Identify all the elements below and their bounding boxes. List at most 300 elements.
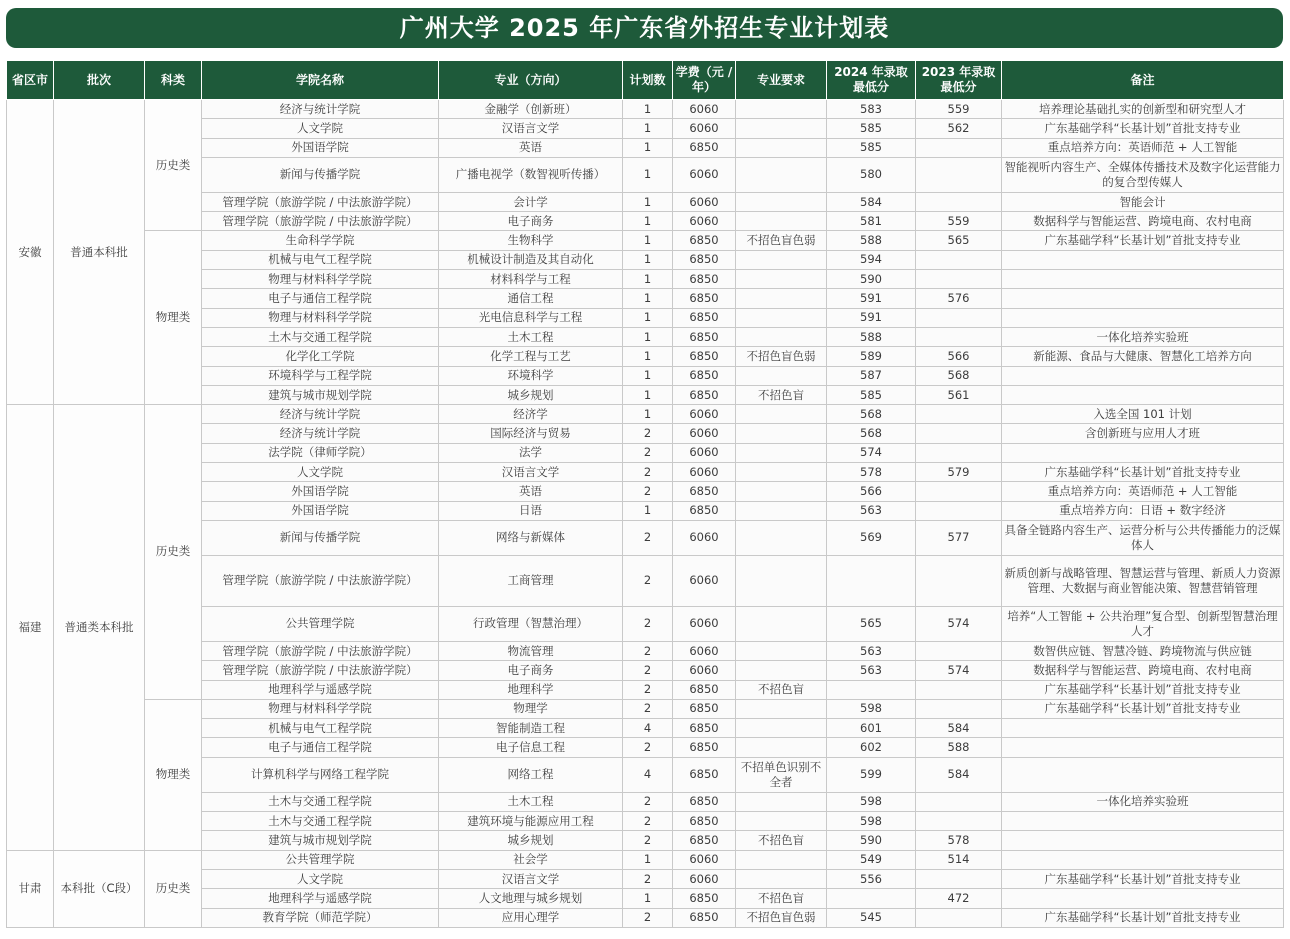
requirement-cell: [736, 366, 827, 385]
college-cell: 计算机科学与网络工程学院: [202, 757, 439, 792]
remarks-cell: 广东基础学科“长基计划”首批支持专业: [1002, 680, 1284, 699]
plan-count-cell: 2: [623, 520, 673, 555]
plan-count-cell: 1: [623, 501, 673, 520]
min-score-2024-cell: 574: [827, 443, 916, 462]
remarks-cell: [1002, 250, 1284, 269]
college-cell: 管理学院（旅游学院 / 中法旅游学院）: [202, 192, 439, 211]
requirement-cell: [736, 192, 827, 211]
min-score-2023-cell: 584: [916, 757, 1002, 792]
min-score-2023-cell: [916, 138, 1002, 157]
tuition-cell: 6060: [673, 212, 736, 231]
college-cell: 管理学院（旅游学院 / 中法旅游学院）: [202, 661, 439, 680]
plan-count-cell: 1: [623, 347, 673, 366]
major-cell: 土木工程: [439, 792, 623, 811]
min-score-2024-cell: 545: [827, 908, 916, 927]
major-cell: 物理学: [439, 699, 623, 718]
requirement-cell: [736, 482, 827, 501]
plan-count-cell: 2: [623, 812, 673, 831]
tuition-cell: 6060: [673, 850, 736, 869]
college-cell: 电子与通信工程学院: [202, 738, 439, 757]
min-score-2024-cell: 563: [827, 641, 916, 660]
plan-count-cell: 1: [623, 405, 673, 424]
min-score-2024-cell: 598: [827, 812, 916, 831]
college-cell: 机械与电气工程学院: [202, 719, 439, 738]
remarks-cell: [1002, 889, 1284, 908]
min-score-2023-cell: [916, 192, 1002, 211]
min-score-2023-cell: [916, 270, 1002, 289]
requirement-cell: [736, 641, 827, 660]
min-score-2023-cell: 574: [916, 606, 1002, 641]
plan-count-cell: 2: [623, 482, 673, 501]
college-cell: 生命科学学院: [202, 231, 439, 250]
remarks-cell: 数据科学与智能运营、跨境电商、农村电商: [1002, 212, 1284, 231]
remarks-cell: 广东基础学科“长基计划”首批支持专业: [1002, 869, 1284, 888]
min-score-2024-cell: [827, 889, 916, 908]
min-score-2024-cell: 588: [827, 231, 916, 250]
college-cell: 经济与统计学院: [202, 100, 439, 119]
major-cell: 生物科学: [439, 231, 623, 250]
plan-count-cell: 2: [623, 606, 673, 641]
plan-count-cell: 2: [623, 738, 673, 757]
major-cell: 日语: [439, 501, 623, 520]
remarks-cell: 数智供应链、智慧冷链、跨境物流与供应链: [1002, 641, 1284, 660]
min-score-2024-cell: 589: [827, 347, 916, 366]
college-cell: 建筑与城市规划学院: [202, 831, 439, 850]
requirement-cell: [736, 812, 827, 831]
major-cell: 通信工程: [439, 289, 623, 308]
college-cell: 建筑与城市规划学院: [202, 385, 439, 404]
min-score-2024-cell: 599: [827, 757, 916, 792]
tuition-cell: 6850: [673, 831, 736, 850]
min-score-2024-cell: 602: [827, 738, 916, 757]
requirement-cell: [736, 501, 827, 520]
college-cell: 物理与材料科学学院: [202, 270, 439, 289]
plan-count-cell: 2: [623, 831, 673, 850]
min-score-2023-cell: 584: [916, 719, 1002, 738]
min-score-2023-cell: [916, 482, 1002, 501]
header-college: 学院名称: [202, 61, 439, 100]
min-score-2023-cell: [916, 908, 1002, 927]
remarks-cell: [1002, 366, 1284, 385]
province-cell: 福建: [7, 405, 54, 850]
remarks-cell: [1002, 719, 1284, 738]
tuition-cell: 6060: [673, 100, 736, 119]
plan-count-cell: 1: [623, 119, 673, 138]
min-score-2024-cell: [827, 680, 916, 699]
plan-count-cell: 2: [623, 699, 673, 718]
requirement-cell: [736, 119, 827, 138]
tuition-cell: 6060: [673, 443, 736, 462]
plan-count-cell: 1: [623, 308, 673, 327]
min-score-2024-cell: 569: [827, 520, 916, 555]
category-cell: 历史类: [145, 405, 202, 700]
requirement-cell: 不招色盲: [736, 831, 827, 850]
remarks-cell: 重点培养方向：日语 + 数字经济: [1002, 501, 1284, 520]
major-cell: 化学工程与工艺: [439, 347, 623, 366]
plan-count-cell: 4: [623, 719, 673, 738]
table-row: [7, 405, 1284, 424]
remarks-cell: 培养“人工智能 + 公共治理”复合型、创新型智慧治理人才: [1002, 606, 1284, 641]
min-score-2023-cell: [916, 792, 1002, 811]
remarks-cell: [1002, 308, 1284, 327]
min-score-2024-cell: 584: [827, 192, 916, 211]
min-score-2023-cell: [916, 812, 1002, 831]
requirement-cell: [736, 100, 827, 119]
min-score-2023-cell: [916, 250, 1002, 269]
college-cell: 新闻与传播学院: [202, 157, 439, 192]
min-score-2023-cell: 574: [916, 661, 1002, 680]
college-cell: 新闻与传播学院: [202, 520, 439, 555]
table-row: [7, 699, 1284, 718]
remarks-cell: 数据科学与智能运营、跨境电商、农村电商: [1002, 661, 1284, 680]
min-score-2024-cell: 585: [827, 385, 916, 404]
header-tuition: 学费（元 / 年）: [673, 61, 736, 100]
tuition-cell: 6850: [673, 719, 736, 738]
tuition-cell: 6060: [673, 641, 736, 660]
min-score-2023-cell: [916, 308, 1002, 327]
plan-count-cell: 2: [623, 424, 673, 443]
min-score-2024-cell: 591: [827, 289, 916, 308]
college-cell: 公共管理学院: [202, 606, 439, 641]
tuition-cell: 6060: [673, 192, 736, 211]
tuition-cell: 6850: [673, 908, 736, 927]
min-score-2024-cell: 578: [827, 463, 916, 482]
tuition-cell: 6850: [673, 347, 736, 366]
min-score-2024-cell: 549: [827, 850, 916, 869]
tuition-cell: 6850: [673, 889, 736, 908]
plan-count-cell: 2: [623, 443, 673, 462]
requirement-cell: [736, 699, 827, 718]
college-cell: 经济与统计学院: [202, 405, 439, 424]
tuition-cell: 6850: [673, 250, 736, 269]
tuition-cell: 6850: [673, 699, 736, 718]
plan-count-cell: 1: [623, 385, 673, 404]
plan-count-cell: 2: [623, 641, 673, 660]
college-cell: 机械与电气工程学院: [202, 250, 439, 269]
batch-cell: 普通类本科批: [54, 405, 145, 850]
min-score-2024-cell: 585: [827, 119, 916, 138]
tuition-cell: 6060: [673, 119, 736, 138]
province-cell: 甘肃: [7, 850, 54, 927]
remarks-cell: 新质创新与战略管理、智慧运营与管理、新质人力资源管理、大数据与商业智能决策、智慧营销管理: [1002, 555, 1284, 606]
remarks-cell: 新能源、食品与大健康、智慧化工培养方向: [1002, 347, 1284, 366]
plan-count-cell: 1: [623, 889, 673, 908]
plan-count-cell: 1: [623, 231, 673, 250]
remarks-cell: 重点培养方向：英语师范 + 人工智能: [1002, 482, 1284, 501]
remarks-cell: [1002, 831, 1284, 850]
remarks-cell: 智能视听内容生产、全媒体传播技术及数字化运营能力的复合型传媒人: [1002, 157, 1284, 192]
major-cell: 物流管理: [439, 641, 623, 660]
tuition-cell: 6850: [673, 308, 736, 327]
min-score-2023-cell: [916, 157, 1002, 192]
category-cell: 历史类: [145, 850, 202, 927]
min-score-2024-cell: 590: [827, 270, 916, 289]
min-score-2023-cell: [916, 501, 1002, 520]
min-score-2023-cell: 559: [916, 212, 1002, 231]
remarks-cell: 广东基础学科“长基计划”首批支持专业: [1002, 699, 1284, 718]
requirement-cell: [736, 661, 827, 680]
header-remarks: 备注: [1002, 61, 1284, 100]
tuition-cell: 6850: [673, 812, 736, 831]
plan-count-cell: 1: [623, 250, 673, 269]
college-cell: 物理与材料科学学院: [202, 699, 439, 718]
min-score-2024-cell: 556: [827, 869, 916, 888]
page-title: 广州大学 2025 年广东省外招生专业计划表: [6, 8, 1283, 48]
requirement-cell: 不招色盲色弱: [736, 231, 827, 250]
plan-count-cell: 2: [623, 680, 673, 699]
min-score-2023-cell: 559: [916, 100, 1002, 119]
tuition-cell: 6060: [673, 405, 736, 424]
tuition-cell: 6850: [673, 289, 736, 308]
college-cell: 经济与统计学院: [202, 424, 439, 443]
min-score-2023-cell: 565: [916, 231, 1002, 250]
header-batch: 批次: [54, 61, 145, 100]
remarks-cell: 具备全链路内容生产、运营分析与公共传播能力的泛媒体人: [1002, 520, 1284, 555]
college-cell: 教育学院（师范学院）: [202, 908, 439, 927]
major-cell: 英语: [439, 482, 623, 501]
college-cell: 地理科学与遥感学院: [202, 889, 439, 908]
table-row: [7, 100, 1284, 119]
min-score-2023-cell: 568: [916, 366, 1002, 385]
header-province: 省区市: [7, 61, 54, 100]
major-cell: 环境科学: [439, 366, 623, 385]
min-score-2023-cell: [916, 680, 1002, 699]
requirement-cell: [736, 405, 827, 424]
plan-count-cell: 1: [623, 192, 673, 211]
college-cell: 人文学院: [202, 869, 439, 888]
college-cell: 外国语学院: [202, 138, 439, 157]
header-min-score-2024: 2024 年录取最低分: [827, 61, 916, 100]
major-cell: 汉语言文学: [439, 463, 623, 482]
min-score-2023-cell: 562: [916, 119, 1002, 138]
requirement-cell: [736, 308, 827, 327]
min-score-2023-cell: 561: [916, 385, 1002, 404]
min-score-2024-cell: 585: [827, 138, 916, 157]
remarks-cell: [1002, 443, 1284, 462]
batch-cell: 普通本科批: [54, 100, 145, 405]
remarks-cell: [1002, 270, 1284, 289]
major-cell: 电子信息工程: [439, 738, 623, 757]
plan-count-cell: 1: [623, 100, 673, 119]
plan-count-cell: 1: [623, 270, 673, 289]
college-cell: 管理学院（旅游学院 / 中法旅游学院）: [202, 555, 439, 606]
min-score-2024-cell: 588: [827, 327, 916, 346]
college-cell: 外国语学院: [202, 501, 439, 520]
remarks-cell: [1002, 757, 1284, 792]
min-score-2024-cell: 601: [827, 719, 916, 738]
plan-count-cell: 1: [623, 850, 673, 869]
major-cell: 智能制造工程: [439, 719, 623, 738]
requirement-cell: [736, 520, 827, 555]
plan-count-cell: 1: [623, 289, 673, 308]
category-cell: 历史类: [145, 100, 202, 231]
min-score-2023-cell: [916, 327, 1002, 346]
header-row: [7, 61, 1284, 100]
major-cell: 金融学（创新班）: [439, 100, 623, 119]
remarks-cell: 入选全国 101 计划: [1002, 405, 1284, 424]
tuition-cell: 6850: [673, 270, 736, 289]
tuition-cell: 6850: [673, 482, 736, 501]
college-cell: 管理学院（旅游学院 / 中法旅游学院）: [202, 641, 439, 660]
requirement-cell: 不招色盲色弱: [736, 908, 827, 927]
major-cell: 机械设计制造及其自动化: [439, 250, 623, 269]
min-score-2024-cell: 568: [827, 405, 916, 424]
requirement-cell: [736, 606, 827, 641]
min-score-2023-cell: 588: [916, 738, 1002, 757]
remarks-cell: 智能会计: [1002, 192, 1284, 211]
tuition-cell: 6060: [673, 463, 736, 482]
major-cell: 城乡规划: [439, 385, 623, 404]
remarks-cell: [1002, 812, 1284, 831]
remarks-cell: 一体化培养实验班: [1002, 327, 1284, 346]
college-cell: 外国语学院: [202, 482, 439, 501]
min-score-2024-cell: [827, 555, 916, 606]
min-score-2023-cell: 577: [916, 520, 1002, 555]
remarks-cell: 重点培养方向：英语师范 + 人工智能: [1002, 138, 1284, 157]
min-score-2024-cell: 565: [827, 606, 916, 641]
requirement-cell: [736, 157, 827, 192]
min-score-2023-cell: 576: [916, 289, 1002, 308]
tuition-cell: 6060: [673, 606, 736, 641]
major-cell: 电子商务: [439, 212, 623, 231]
major-cell: 材料科学与工程: [439, 270, 623, 289]
plan-count-cell: 2: [623, 661, 673, 680]
plan-count-cell: 1: [623, 366, 673, 385]
min-score-2024-cell: 587: [827, 366, 916, 385]
major-cell: 会计学: [439, 192, 623, 211]
min-score-2023-cell: [916, 555, 1002, 606]
tuition-cell: 6060: [673, 520, 736, 555]
tuition-cell: 6850: [673, 327, 736, 346]
major-cell: 网络与新媒体: [439, 520, 623, 555]
plan-count-cell: 2: [623, 555, 673, 606]
min-score-2023-cell: 579: [916, 463, 1002, 482]
header-major: 专业（方向）: [439, 61, 623, 100]
min-score-2024-cell: 598: [827, 699, 916, 718]
tuition-cell: 6850: [673, 792, 736, 811]
min-score-2023-cell: 514: [916, 850, 1002, 869]
min-score-2024-cell: 581: [827, 212, 916, 231]
min-score-2023-cell: [916, 699, 1002, 718]
min-score-2023-cell: [916, 443, 1002, 462]
enrollment-plan-table: [6, 60, 1284, 928]
min-score-2024-cell: 563: [827, 501, 916, 520]
remarks-cell: 广东基础学科“长基计划”首批支持专业: [1002, 119, 1284, 138]
requirement-cell: [736, 792, 827, 811]
plan-count-cell: 1: [623, 212, 673, 231]
requirement-cell: 不招色盲: [736, 680, 827, 699]
remarks-cell: [1002, 850, 1284, 869]
major-cell: 行政管理（智慧治理）: [439, 606, 623, 641]
remarks-cell: 广东基础学科“长基计划”首批支持专业: [1002, 231, 1284, 250]
college-cell: 管理学院（旅游学院 / 中法旅游学院）: [202, 212, 439, 231]
requirement-cell: [736, 555, 827, 606]
tuition-cell: 6850: [673, 231, 736, 250]
min-score-2024-cell: 563: [827, 661, 916, 680]
requirement-cell: [736, 270, 827, 289]
remarks-cell: 一体化培养实验班: [1002, 792, 1284, 811]
college-cell: 物理与材料科学学院: [202, 308, 439, 327]
min-score-2023-cell: [916, 641, 1002, 660]
plan-count-cell: 2: [623, 792, 673, 811]
major-cell: 工商管理: [439, 555, 623, 606]
major-cell: 英语: [439, 138, 623, 157]
remarks-cell: 含创新班与应用人才班: [1002, 424, 1284, 443]
min-score-2023-cell: [916, 869, 1002, 888]
major-cell: 电子商务: [439, 661, 623, 680]
major-cell: 社会学: [439, 850, 623, 869]
college-cell: 法学院（律师学院）: [202, 443, 439, 462]
min-score-2024-cell: 594: [827, 250, 916, 269]
college-cell: 土木与交通工程学院: [202, 792, 439, 811]
tuition-cell: 6060: [673, 157, 736, 192]
category-cell: 物理类: [145, 699, 202, 850]
major-cell: 国际经济与贸易: [439, 424, 623, 443]
requirement-cell: [736, 850, 827, 869]
requirement-cell: 不招单色识别不全者: [736, 757, 827, 792]
min-score-2023-cell: 566: [916, 347, 1002, 366]
min-score-2024-cell: 580: [827, 157, 916, 192]
min-score-2023-cell: 578: [916, 831, 1002, 850]
min-score-2023-cell: 472: [916, 889, 1002, 908]
requirement-cell: [736, 250, 827, 269]
major-cell: 地理科学: [439, 680, 623, 699]
college-cell: 公共管理学院: [202, 850, 439, 869]
tuition-cell: 6850: [673, 738, 736, 757]
plan-count-cell: 2: [623, 869, 673, 888]
header-requirement: 专业要求: [736, 61, 827, 100]
min-score-2024-cell: 568: [827, 424, 916, 443]
tuition-cell: 6060: [673, 555, 736, 606]
major-cell: 光电信息科学与工程: [439, 308, 623, 327]
plan-count-cell: 4: [623, 757, 673, 792]
remarks-cell: 广东基础学科“长基计划”首批支持专业: [1002, 908, 1284, 927]
header-category: 科类: [145, 61, 202, 100]
header-plan-count: 计划数: [623, 61, 673, 100]
major-cell: 经济学: [439, 405, 623, 424]
major-cell: 广播电视学（数智视听传播）: [439, 157, 623, 192]
requirement-cell: [736, 424, 827, 443]
min-score-2024-cell: 583: [827, 100, 916, 119]
requirement-cell: [736, 719, 827, 738]
min-score-2024-cell: 566: [827, 482, 916, 501]
requirement-cell: [736, 327, 827, 346]
category-cell: 物理类: [145, 231, 202, 405]
requirement-cell: 不招色盲: [736, 889, 827, 908]
major-cell: 人文地理与城乡规划: [439, 889, 623, 908]
tuition-cell: 6060: [673, 661, 736, 680]
tuition-cell: 6850: [673, 757, 736, 792]
remarks-cell: 培养理论基础扎实的创新型和研究型人才: [1002, 100, 1284, 119]
major-cell: 城乡规划: [439, 831, 623, 850]
requirement-cell: [736, 869, 827, 888]
remarks-cell: 广东基础学科“长基计划”首批支持专业: [1002, 463, 1284, 482]
min-score-2023-cell: [916, 424, 1002, 443]
requirement-cell: [736, 138, 827, 157]
major-cell: 建筑环境与能源应用工程: [439, 812, 623, 831]
tuition-cell: 6850: [673, 366, 736, 385]
requirement-cell: [736, 463, 827, 482]
tuition-cell: 6850: [673, 385, 736, 404]
requirement-cell: 不招色盲色弱: [736, 347, 827, 366]
major-cell: 汉语言文学: [439, 869, 623, 888]
requirement-cell: [736, 212, 827, 231]
remarks-cell: [1002, 738, 1284, 757]
requirement-cell: [736, 738, 827, 757]
tuition-cell: 6850: [673, 680, 736, 699]
batch-cell: 本科批（C段）: [54, 850, 145, 927]
college-cell: 土木与交通工程学院: [202, 812, 439, 831]
